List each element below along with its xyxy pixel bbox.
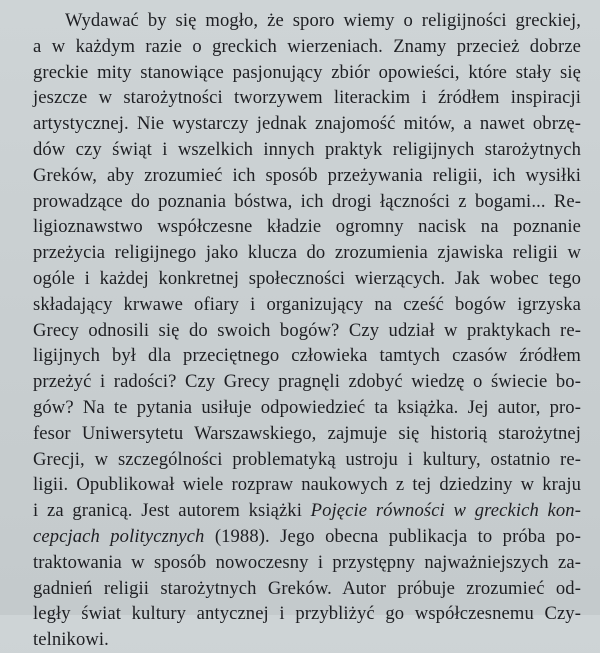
text-line: dów czy świąt i wszelkich innych praktyk religijnych starożytnych — [33, 138, 581, 160]
text-line: prowadzące do poznania bóstwa, ich drogi łączności z bogami... Re- — [33, 190, 581, 212]
text-line: fesor Uniwersytetu Warszawskiego, zajmuje się historią starożytnej — [33, 422, 581, 444]
text-line: a w każdym razie o greckich wierzeniach. Znamy przecież dobrze — [33, 35, 581, 57]
text-line: gadnień religii starożytnych Greków. Autor próbuje zrozumieć od- — [33, 577, 581, 599]
text-line-with-title — [33, 498, 581, 524]
text-line: Grecy odnosili się do swoich bogów? Czy udział w praktykach re- — [33, 319, 581, 341]
book-title-italic: cepcjach politycznych — [33, 525, 205, 547]
text-line: legły świat kultury antycznej i przybliżyć go współczesnemu Czy- — [33, 603, 581, 625]
text-line: gów? Na te pytania usiłuje odpowiedzieć ta książka. Jej autor, pro- — [33, 396, 581, 418]
book-title-italic: Pojęcie równości w greckich kon- — [310, 500, 581, 522]
text-line: ligioznawstwo współczesne kładzie ogromny nacisk na poznanie — [33, 216, 581, 238]
text-line: greckie mity stanowiące pasjonujący zbiór opowieści, które stały się — [33, 61, 581, 83]
text-line: Wydawać by się mogło, że sporo wiemy o religijności greckiej, — [65, 10, 581, 31]
text-line: ligijnych był dla przeciętnego człowieka tamtych czasów źródłem — [33, 345, 581, 367]
text-line: traktowania w sposób nowoczesny i przystępny najważniejszych za- — [33, 551, 581, 573]
text-line: telnikowi. — [33, 629, 109, 651]
text-segment: i za granicą. Jest autorem książki — [33, 500, 311, 522]
text-line: przeżyć i radości? Czy Grecy pragnęli zdobyć wiedzę o świecie bo- — [33, 371, 581, 393]
text-line: składający krwawe ofiary i organizujący na cześć bogów igrzyska — [33, 293, 581, 315]
text-line: ligii. Opublikował wiele rozpraw naukowych z tej dziedziny w kraju — [33, 474, 581, 496]
text-line: przeżycia religijnego jako klucza do zrozumienia zjawiska religii w — [33, 242, 581, 264]
text-line: Grecji, w szczególności problematyką ustroju i kultury, ostatnio re- — [33, 448, 581, 470]
blurb-paragraph — [33, 8, 581, 653]
text-segment: (1988). Jego obecna publikacja to próba po- — [204, 525, 582, 547]
text-line: artystycznej. Nie wystarczy jednak znajomość mitów, a nawet obrzę- — [33, 113, 581, 135]
text-line: ogóle i każdej konkretnej społeczności wierzących. Jak wobec tego — [33, 267, 581, 289]
text-line: jeszcze w starożytności tworzywem literackim i źródłem inspiracji — [33, 87, 581, 109]
text-line-with-title — [33, 524, 581, 550]
text-line: Greków, aby zrozumieć ich sposób przeżywania religii, ich wysiłki — [33, 164, 581, 186]
